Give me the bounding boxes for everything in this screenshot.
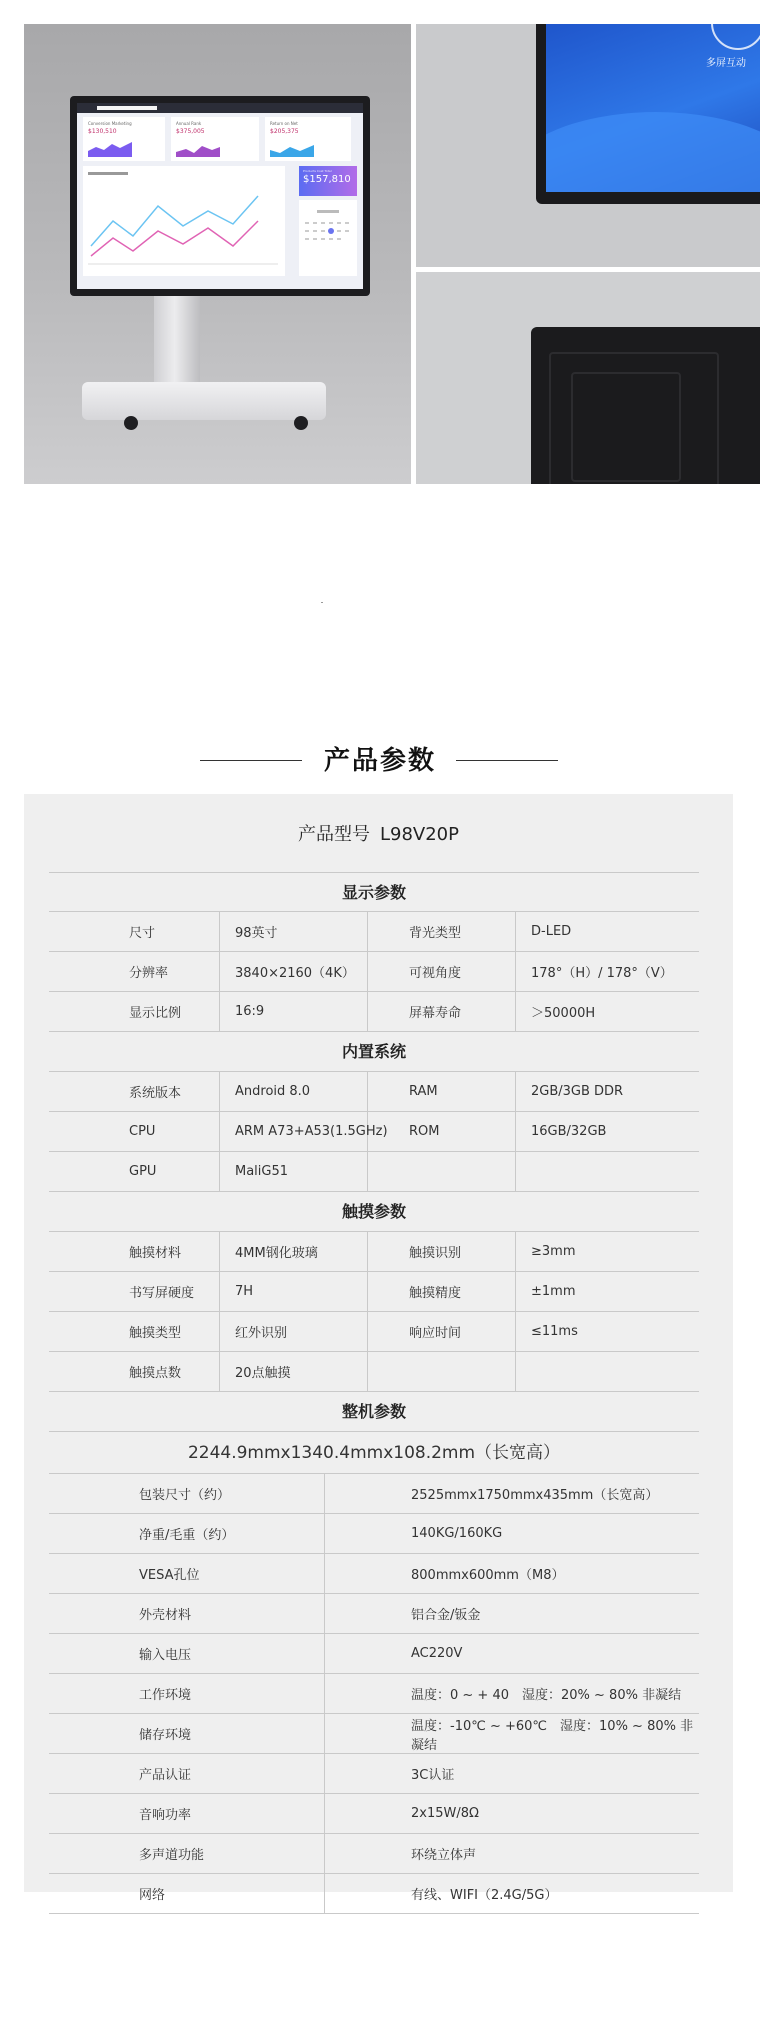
spec-value: 16:9 — [235, 1004, 265, 1019]
spec-label: 触摸材料 — [129, 1246, 182, 1261]
cell-divider — [515, 1232, 516, 1271]
spec-row — [49, 1594, 699, 1634]
spec-row — [49, 1312, 699, 1352]
spec-value: 20点触摸 — [235, 1366, 291, 1381]
spec-label: GPU — [129, 1164, 157, 1179]
spec-label: 工作环境 — [139, 1688, 192, 1703]
spec-value: 4MM钢化玻璃 — [235, 1246, 318, 1261]
spec-value: Android 8.0 — [235, 1084, 311, 1099]
screen-topbar — [77, 103, 363, 113]
cell-divider — [515, 1352, 516, 1391]
screen-card-title: Annual Rank — [176, 121, 202, 126]
spec-label: 储存环境 — [139, 1728, 192, 1743]
cell-divider — [367, 1352, 368, 1391]
spec-label: 屏幕寿命 — [409, 1006, 462, 1021]
spec-row — [49, 1794, 699, 1834]
spec-row — [49, 1152, 699, 1192]
spec-value: 2x15W/8Ω — [411, 1806, 479, 1821]
cell-divider — [367, 1232, 368, 1271]
section-title-row — [49, 1192, 699, 1232]
spec-row — [49, 1272, 699, 1312]
cell-divider — [515, 1072, 516, 1111]
spec-label: 输入电压 — [139, 1648, 192, 1663]
spec-value: ＞50000H — [531, 1006, 596, 1021]
spec-value: 178°（H）/ 178°（V） — [531, 966, 673, 981]
spec-label: 音响功率 — [139, 1808, 192, 1823]
screen-card-value: $205,375 — [270, 128, 299, 135]
spec-label: 系统版本 — [129, 1086, 182, 1101]
spec-value: ARM A73+A53(1.5GHz) — [235, 1124, 388, 1139]
cell-divider — [367, 1312, 368, 1351]
heading-rule-right — [456, 760, 558, 761]
section-title: 内置系统 — [341, 1042, 406, 1061]
screen-calendar-card — [299, 200, 357, 276]
spec-row — [49, 1874, 699, 1914]
cell-divider — [324, 1754, 325, 1793]
spec-value: 2525mmx1750mmx435mm（长宽高） — [411, 1488, 659, 1503]
section-title: 整机参数 — [341, 1402, 406, 1421]
product-photo-screen-detail — [416, 24, 760, 267]
cell-divider — [515, 992, 516, 1031]
screen-card — [83, 117, 165, 161]
spec-value: ≤11ms — [531, 1324, 578, 1339]
spec-value: 140KG/160KG — [411, 1526, 503, 1541]
cell-divider — [324, 1714, 325, 1753]
cell-divider — [219, 1232, 220, 1271]
spec-row — [49, 1714, 699, 1754]
stand-base — [82, 382, 326, 420]
spec-label: 触摸识别 — [409, 1246, 462, 1261]
screen-card — [265, 117, 351, 161]
cell-divider — [324, 1834, 325, 1873]
screen-card-value: $375,005 — [176, 128, 205, 135]
spec-label: 净重/毛重（约） — [139, 1528, 235, 1543]
spec-label: 响应时间 — [409, 1326, 462, 1341]
spec-label: 包装尺寸（约） — [139, 1488, 231, 1503]
model-label: 产品型号 — [297, 824, 370, 845]
stand-column — [154, 296, 200, 388]
spec-label: 触摸类型 — [129, 1326, 182, 1341]
spec-value: ≥3mm — [531, 1244, 576, 1259]
spec-label: 产品认证 — [139, 1768, 192, 1783]
cell-divider — [515, 1112, 516, 1151]
section-title: 显示参数 — [341, 883, 406, 902]
cell-divider — [367, 1152, 368, 1191]
cell-divider — [324, 1634, 325, 1673]
monitor-back-panel — [531, 327, 760, 484]
cell-divider — [367, 992, 368, 1031]
screen-promo-card — [299, 166, 357, 196]
spec-row — [49, 1232, 699, 1272]
spec-value: 7H — [235, 1284, 254, 1299]
section-heading — [0, 740, 760, 780]
spec-label: ROM — [409, 1124, 440, 1139]
product-photo-collage — [24, 24, 760, 484]
spec-value: 16GB/32GB — [531, 1124, 607, 1139]
spec-row — [49, 1352, 699, 1392]
cell-divider — [219, 952, 220, 991]
spec-label: 分辨率 — [129, 966, 169, 981]
spec-value: 环绕立体声 — [411, 1848, 477, 1863]
cell-divider — [367, 952, 368, 991]
decorative-dot — [321, 602, 323, 603]
overall-dimensions: 2244.9mmx1340.4mmx108.2mm（长宽高） — [187, 1443, 561, 1463]
section-heading-title: 产品参数 — [323, 746, 436, 776]
spec-row — [49, 1554, 699, 1594]
cell-divider — [367, 1272, 368, 1311]
product-photo-back-detail — [416, 272, 760, 484]
spec-row — [49, 1474, 699, 1514]
display-monitor — [70, 96, 370, 296]
screen-card — [171, 117, 259, 161]
spec-value: D-LED — [531, 924, 572, 939]
spec-row — [49, 1634, 699, 1674]
spec-label: RAM — [409, 1084, 438, 1099]
section-title-row — [49, 872, 699, 912]
cell-divider — [515, 912, 516, 951]
cell-divider — [219, 1312, 220, 1351]
cell-divider — [219, 1152, 220, 1191]
spec-label: 网络 — [139, 1888, 166, 1903]
cell-divider — [219, 1072, 220, 1111]
spec-value: 有线、WIFI（2.4G/5G） — [411, 1888, 558, 1903]
screen-card-value: $130,510 — [88, 128, 117, 135]
caster-wheel — [124, 416, 138, 430]
spec-value: 98英寸 — [235, 926, 278, 941]
spec-table — [24, 794, 733, 1903]
spec-value: 3C认证 — [411, 1768, 455, 1783]
spec-value: 2GB/3GB DDR — [531, 1084, 624, 1099]
spec-row — [49, 1072, 699, 1112]
screen-line-chart-card — [83, 166, 285, 276]
spec-label: 触摸点数 — [129, 1366, 182, 1381]
spec-row — [49, 1514, 699, 1554]
spec-label: VESA孔位 — [139, 1568, 200, 1583]
cell-divider — [324, 1474, 325, 1513]
spec-value: MaliG51 — [235, 1164, 289, 1179]
area-sparkline — [176, 141, 220, 157]
spec-row — [49, 912, 699, 952]
spec-label: 背光类型 — [409, 926, 462, 941]
screen-promo-value: $157,810 — [303, 174, 351, 185]
spec-row — [49, 992, 699, 1032]
model-line — [24, 820, 733, 846]
cell-divider — [324, 1594, 325, 1633]
multi-screen-icon — [711, 24, 760, 50]
screen-promo-title: Products Cost Total — [303, 169, 332, 173]
screen-card-title: Return on Net — [270, 121, 298, 126]
spec-label: 尺寸 — [129, 926, 156, 941]
cell-divider — [367, 1072, 368, 1111]
multi-screen-label: 多屏互动 — [706, 58, 746, 69]
cell-divider — [324, 1514, 325, 1553]
cell-divider — [219, 992, 220, 1031]
line-chart-graphic — [83, 166, 283, 276]
spec-label: 多声道功能 — [139, 1848, 205, 1863]
spec-label: CPU — [129, 1124, 156, 1139]
calendar-graphic — [299, 200, 357, 276]
cell-divider — [515, 952, 516, 991]
spec-row — [49, 952, 699, 992]
area-sparkline — [270, 141, 314, 157]
spec-label: 可视角度 — [409, 966, 462, 981]
cell-divider — [219, 912, 220, 951]
caster-wheel — [294, 416, 308, 430]
cell-divider — [324, 1874, 325, 1913]
cell-divider — [515, 1272, 516, 1311]
cell-divider — [324, 1794, 325, 1833]
monitor-bezel-detail — [536, 24, 760, 204]
spec-row — [49, 1754, 699, 1794]
spec-row — [49, 1834, 699, 1874]
section-title-row — [49, 1032, 699, 1072]
cell-divider — [324, 1554, 325, 1593]
spec-label: 显示比例 — [129, 1006, 182, 1021]
spec-label: 触摸精度 — [409, 1286, 462, 1301]
spec-label: 书写屏硬度 — [129, 1286, 195, 1301]
spec-value: 3840×2160（4K） — [235, 966, 355, 981]
monitor-screen — [77, 103, 363, 289]
cell-divider — [219, 1272, 220, 1311]
cell-divider — [367, 912, 368, 951]
spec-value: 铝合金/钣金 — [411, 1608, 481, 1623]
dimensions-row — [49, 1432, 699, 1474]
spec-value: 红外识别 — [235, 1326, 288, 1341]
spec-row — [49, 1112, 699, 1152]
spec-value: AC220V — [411, 1646, 463, 1661]
spec-value: 800mmx600mm（M8） — [411, 1568, 565, 1583]
spec-row — [49, 1674, 699, 1714]
section-title-row — [49, 1392, 699, 1432]
spec-value: ±1mm — [531, 1284, 576, 1299]
spec-value: 温度：0 ~ + 40 湿度：20% ~ 80% 非凝结 — [411, 1688, 682, 1703]
spec-label: 外壳材料 — [139, 1608, 192, 1623]
product-photo-main — [24, 24, 411, 484]
model-value: L98V20P — [379, 824, 459, 845]
section-title: 触摸参数 — [341, 1202, 406, 1221]
cell-divider — [515, 1312, 516, 1351]
blue-screen — [546, 24, 760, 192]
screen-card-title: Conversion Marketing — [88, 121, 132, 126]
cell-divider — [515, 1152, 516, 1191]
cell-divider — [219, 1112, 220, 1151]
cell-divider — [219, 1352, 220, 1391]
cell-divider — [324, 1674, 325, 1713]
spec-value: 温度：-10℃ ~ +60℃ 湿度：10% ~ 80% 非凝结 — [411, 1718, 694, 1753]
area-sparkline — [88, 141, 132, 157]
